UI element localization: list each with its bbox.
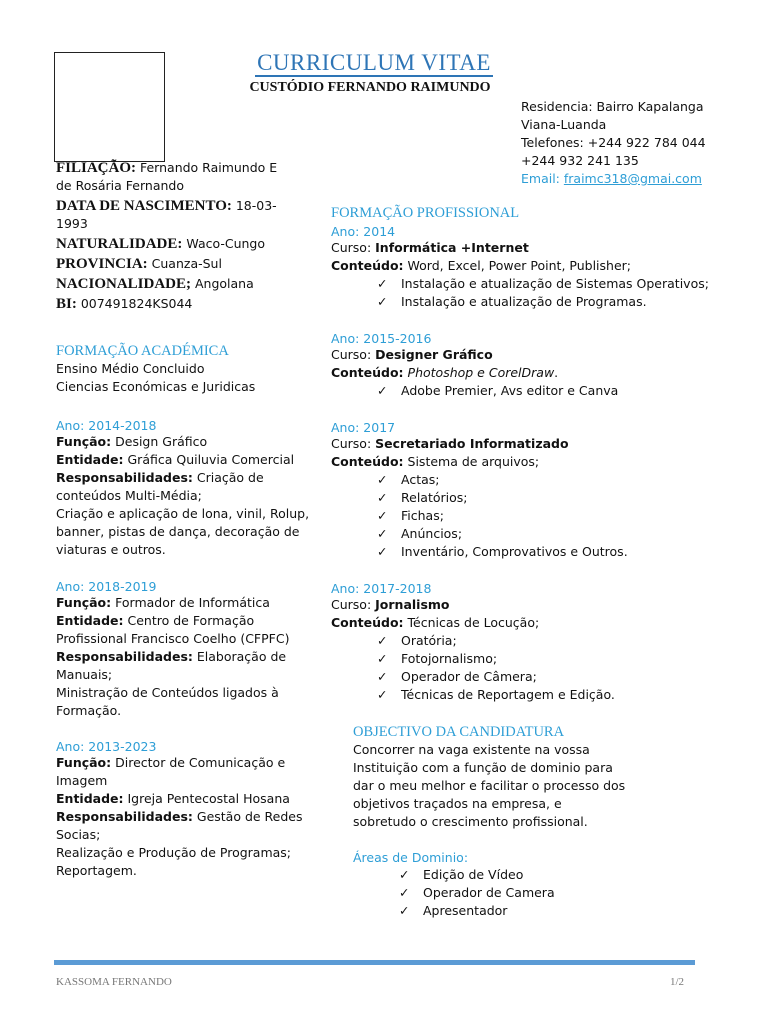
residence: Residencia: Bairro Kapalanga (521, 99, 704, 114)
list-item: ✓ Fotojornalismo; (377, 651, 498, 666)
list-item: ✓ Edição de Vídeo (399, 867, 524, 882)
list-item: ✓ Apresentador (399, 903, 508, 918)
footer-author: KASSOMA FERNANDO (56, 976, 172, 988)
course-entry: Ano: 2014 Curso: Informática +Internet Conteúdo: Word, Excel, Power Point, Publisher; ✓ Instalação e atualização de Sistemas Operativos; ✓ Instalação e atualização de Programas. (331, 224, 731, 311)
areas-section: Áreas de Dominio: ✓ Edição de Vídeo ✓ Operador de Camera ✓ Apresentador (353, 850, 643, 920)
experience-entry: Ano: 2013-2023 Função: Director de Comunicação e Imagem Entidade: Igreja Pentecostal Hosana Responsabilidades: Gestão de Redes Socias; Realização e Produção de Programas; Reportagem. (56, 739, 303, 878)
list-item: ✓ Instalação e atualização de Programas. (377, 294, 647, 309)
course-entry: Ano: 2015-2016 Curso: Designer Gráfico Conteúdo: Photoshop e CorelDraw. ✓ Adobe Premier, Avs editor e Canva (331, 331, 731, 400)
objective-section: OBJECTIVO DA CANDIDATURA Concorrer na vaga existente na vossa Instituição com a função de dominio para dar o meu melhor e facilitar o processo dos objetivos traçados na empresa, e sobretudo o crescimento profissional. (353, 724, 626, 829)
list-item: ✓ Actas; (377, 472, 440, 487)
check-icon: ✓ (377, 508, 388, 523)
identity-block: FILIAÇÃO: Fernando Raimundo E de Rosária Fernando DATA DE NASCIMENTO: 18-03- 1993 NATURALIDADE: Waco-Cungo PROVINCIA: Cuanza-Sul NACIONALIDADE; Angolana BI: 007491824KS044 (56, 160, 278, 312)
list-item: ✓ Inventário, Comprovativos e Outros. (377, 544, 628, 559)
list-item: ✓ Operador de Camera (399, 885, 555, 900)
list-item: ✓ Oratória; (377, 633, 457, 648)
list-item: ✓ Adobe Premier, Avs editor e Canva (377, 383, 619, 398)
check-icon: ✓ (377, 687, 388, 702)
check-icon: ✓ (377, 526, 388, 541)
document-title: CURRICULUM VITAE (257, 50, 491, 75)
check-icon: ✓ (399, 885, 410, 900)
check-icon: ✓ (377, 276, 388, 291)
academic-title: FORMAÇÃO ACADÉMICA (56, 343, 229, 359)
academic-section: FORMAÇÃO ACADÉMICA Ensino Médio Concluido Ciencias Económicas e Juridicas (56, 343, 311, 396)
phone-1: Telefones: +244 922 784 044 (521, 135, 706, 150)
check-icon: ✓ (377, 651, 388, 666)
list-item: ✓ Relatórios; (377, 490, 468, 505)
list-item: ✓ Anúncios; (377, 526, 463, 541)
course-entry: Ano: 2017-2018 Curso: Jornalismo Conteúdo: Técnicas de Locução; ✓ Oratória; ✓ Fotojornalismo; ✓ Operador de Câmera; ✓ Técnicas de Reportagem e Edição. (331, 581, 731, 704)
check-icon: ✓ (377, 544, 388, 559)
email-line: Email: fraimc318@gmai.com (521, 171, 702, 186)
page-number: 1/2 (670, 976, 685, 988)
course-entry: Ano: 2017 Curso: Secretariado Informatizado Conteúdo: Sistema de arquivos; ✓ Actas; ✓ Relatórios; ✓ Fichas; ✓ Anúncios; ✓ Inventário, Comprovativos e Outros. (331, 420, 731, 561)
check-icon: ✓ (399, 903, 410, 918)
email-link[interactable]: fraimc318@gmai.com (563, 171, 702, 186)
list-item: ✓ Fichas; (377, 508, 444, 523)
check-icon: ✓ (377, 294, 388, 309)
list-item: ✓ Técnicas de Reportagem e Edição. (377, 687, 615, 702)
check-icon: ✓ (399, 867, 410, 882)
professional-title: FORMAÇÃO PROFISSIONAL (331, 205, 520, 221)
experience-entry: Ano: 2018-2019 Função: Formador de Informática Entidade: Centro de Formação Profissional Francisco Coelho (CFPFC) Responsabilidades: Elaboração de Manuais; Ministração de Conteúdos ligados à Formação. (56, 579, 290, 718)
phone-2: +244 932 241 135 (521, 153, 639, 168)
check-icon: ✓ (377, 490, 388, 505)
check-icon: ✓ (377, 669, 388, 684)
city: Viana-Luanda (521, 117, 607, 132)
contact-block (521, 98, 706, 188)
list-item: ✓ Operador de Câmera; (377, 669, 537, 684)
check-icon: ✓ (377, 383, 388, 398)
check-icon: ✓ (377, 633, 388, 648)
candidate-name: CUSTÓDIO FERNANDO RAIMUNDO (249, 80, 491, 95)
footer-divider (54, 960, 695, 965)
check-icon: ✓ (377, 472, 388, 487)
experience-entry: Ano: 2014-2018 Função: Design Gráfico Entidade: Gráfica Quiluvia Comercial Responsabilidades: Criação de conteúdos Multi-Média; Criação e aplicação de lona, vinil, Rolup, banner, pistas de dança, decoração de viaturas e outros. (56, 418, 310, 557)
list-item: ✓ Instalação e atualização de Sistemas Operativos; (377, 276, 709, 291)
